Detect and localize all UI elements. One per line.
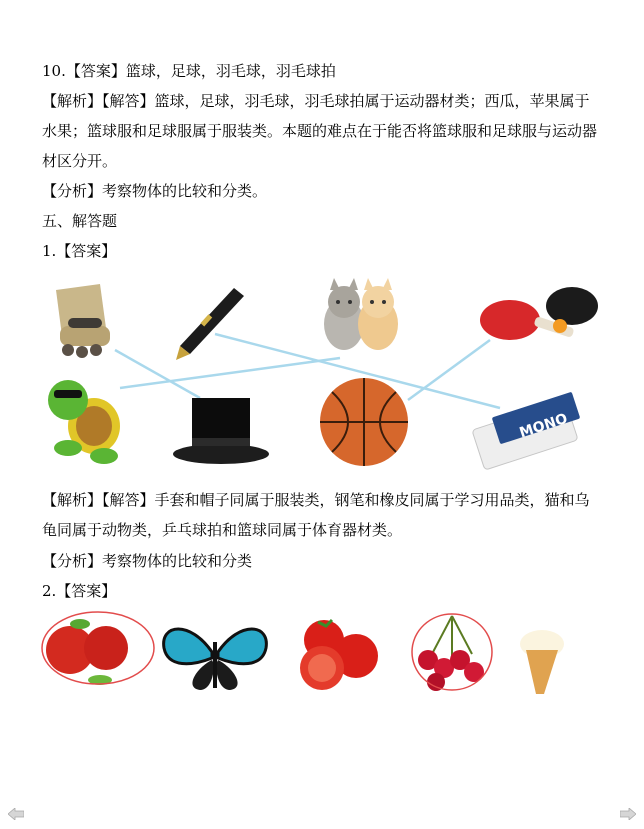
- q10-answer: 10.【答案】篮球，足球，羽毛球，羽毛球拍: [42, 62, 336, 80]
- q10-review: 【分析】考察物体的比较和分类。: [42, 182, 268, 200]
- basketball-icon: [320, 378, 408, 466]
- fountain-pen-icon: [176, 288, 244, 360]
- eraser-icon: [472, 392, 580, 470]
- prev-page-icon[interactable]: [8, 808, 24, 820]
- q1-answer-label: 1.【答案】: [42, 242, 117, 260]
- glove-icon: [56, 284, 110, 358]
- matching-lines: [115, 334, 500, 408]
- top-hat-icon: [173, 398, 269, 464]
- butterfly-icon: [164, 629, 267, 690]
- q1-review: 【分析】考察物体的比较和分类: [42, 552, 253, 570]
- q10-analysis: 【解析】【解答】篮球，足球，羽毛球，羽毛球拍属于运动器材类；西瓜，苹果属于水果；篮球服和足球服属于服装类。本题的难点在于能否将篮球服和足球服与运动器材区分开。: [42, 92, 598, 170]
- turtle-icon: [48, 380, 120, 464]
- eraser-brand-label: MONO: [517, 410, 570, 442]
- ping-pong-paddle-icon: [480, 287, 598, 340]
- q1-analysis: 【解析】【解答】手套和帽子同属于服装类，钢笔和橡皮同属于学习用品类，猫和乌龟同属于动物类，乒乓球拍和篮球同属于体育器材类。: [42, 491, 590, 539]
- q2-figure: [40, 608, 610, 694]
- cherry-icon: [418, 616, 484, 691]
- kittens-icon: [324, 278, 398, 350]
- ice-cream-icon: [520, 630, 564, 694]
- tomato-icon: [300, 620, 378, 690]
- q1-analysis-line1: [42, 490, 604, 545]
- next-page-icon[interactable]: [620, 808, 636, 820]
- apple-icon: [46, 619, 128, 685]
- q2-answer-label: 2.【答案】: [42, 582, 117, 600]
- q1-matching-figure: [40, 270, 610, 472]
- section-title: 五、解答题: [42, 212, 118, 230]
